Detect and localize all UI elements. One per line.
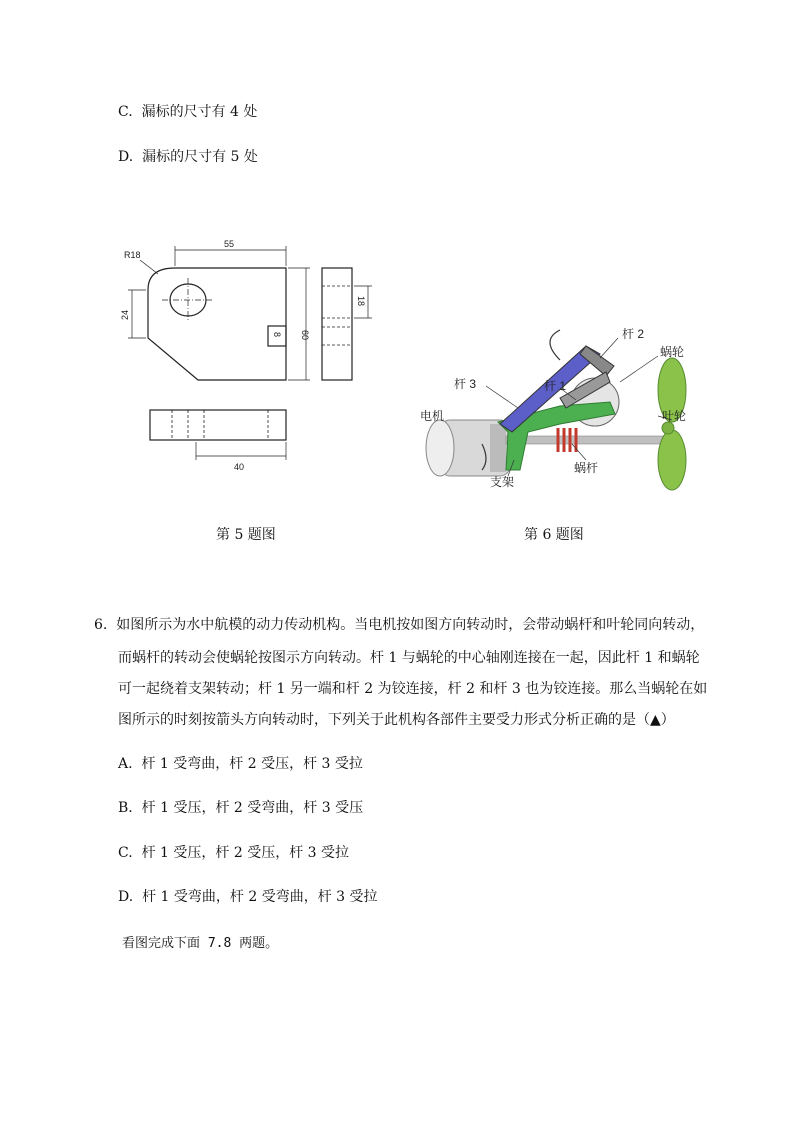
question-6-line-3: 可一起绕着支架转动；杆 1 另一端和杆 2 为铰连接，杆 2 和杆 3 也为铰连接。那么当蜗轮在如 xyxy=(118,681,708,697)
label-yelun: 叶轮 xyxy=(662,409,687,423)
question-6-line-1 xyxy=(94,614,704,634)
dim-24: 24 xyxy=(120,309,130,320)
option-text: 杆 1 受弯曲，杆 2 受压，杆 3 受拉 xyxy=(141,756,363,772)
option-letter: C. xyxy=(118,845,133,861)
option-letter: D. xyxy=(118,889,134,905)
option-b xyxy=(118,797,363,817)
question-6-line-2: 而蜗杆的转动会使蜗轮按图示方向转动。杆 1 与蜗轮的中心轴刚连接在一起，因此杆 1 和蜗轮 xyxy=(118,650,700,666)
question-6-line-4: 图所示的时刻按箭头方向转动时，下列关于此机构各部件主要受力形式分析正确的是（▲） xyxy=(118,712,675,728)
figure-6-mechanism xyxy=(410,320,710,500)
option-letter: C. xyxy=(118,104,133,120)
option-c-prev xyxy=(118,101,257,121)
label-dianji: 电机 xyxy=(420,409,445,423)
option-text: 漏标的尺寸有 5 处 xyxy=(142,149,258,165)
dim-40: 40 xyxy=(234,462,245,472)
figure-5-drawing xyxy=(110,230,390,480)
option-text: 杆 1 受弯曲，杆 2 受弯曲，杆 3 受拉 xyxy=(142,889,378,905)
question-text: 如图所示为水中航模的动力传动机构。当电机按如图方向转动时，会带动蜗杆和叶轮同向转动， xyxy=(116,617,705,633)
dim-60: 60 xyxy=(300,330,310,341)
option-c xyxy=(118,842,349,862)
option-text: 杆 1 受压，杆 2 受弯曲，杆 3 受压 xyxy=(141,800,364,816)
option-letter: A. xyxy=(118,756,133,772)
dim-r18: R18 xyxy=(124,250,141,260)
label-gan2: 杆 2 xyxy=(622,327,645,341)
option-letter: B. xyxy=(118,800,133,816)
label-wolun: 蜗轮 xyxy=(660,345,685,359)
option-letter: D. xyxy=(118,149,134,165)
option-d xyxy=(118,886,378,906)
figure-5-caption: 第 5 题图 xyxy=(216,527,276,543)
instruction-note: 看图完成下面 7.8 两题。 xyxy=(122,936,279,951)
label-wogan: 蜗杆 xyxy=(574,461,599,475)
option-text: 杆 1 受压，杆 2 受压，杆 3 受拉 xyxy=(141,845,350,861)
label-gan1: 杆 1 xyxy=(544,379,567,393)
question-number: 6. xyxy=(94,617,108,633)
dim-8: 8 xyxy=(272,332,282,338)
option-a xyxy=(118,753,363,773)
option-text: 漏标的尺寸有 4 处 xyxy=(141,104,258,120)
dim-55: 55 xyxy=(224,239,235,249)
figure-6-caption: 第 6 题图 xyxy=(524,527,584,543)
dim-18: 18 xyxy=(356,296,366,307)
label-gan3: 杆 3 xyxy=(454,377,477,391)
label-zhijia: 支架 xyxy=(490,475,515,489)
option-d-prev xyxy=(118,146,258,166)
